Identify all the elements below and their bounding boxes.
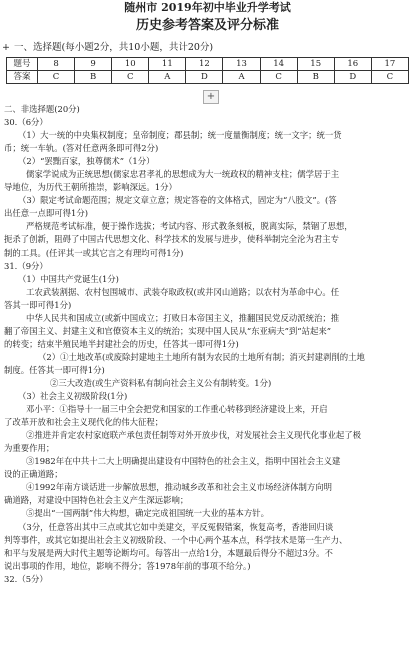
text-line: 和平与发展是两大时代主题等论断均可。每答出一点给1分，本题最后得分不超过3分。不 [4,547,333,558]
text-line: ④1992年南方谈话进一步解放思想，推动城乡改革和社会主义市场经济体制方向明 [26,482,333,493]
text-line: 32.（5分） [4,573,48,584]
text-line: ③1982年在中共十二大上明确提出建设有中国特色的社会主义，指明中国社会主义建 [26,456,341,467]
text-line: 设的正确道路； [4,469,63,480]
exam-title: 随州市 2019年初中毕业升学考试 [124,1,291,14]
question-number: 10 [112,58,149,71]
text-line: （1）大一统的中央集权制度；皇帝制度；郡县制；统一度量衡制度；统一文字；统一货 [18,130,342,141]
text-line: 出任意一点即可得1分) [4,208,88,219]
answer-cell: C [371,71,408,84]
question-number: 13 [223,58,260,71]
answer-cell: B [75,71,112,84]
text-line: 邓小平：①指导十一届三中全会把党和国家的工作重心转移到经济建设上来，开启 [26,404,328,415]
answer-cell: C [112,71,149,84]
text-line: 说出事项的作用，地位，影响不得分；答1978年前的事项不给分。) [4,560,251,571]
text-line: ⑤提出“一国两制”伟大构想，确定完成祖国统一大业的基本方针。 [26,508,270,519]
question-number: 11 [149,58,186,71]
text-line: 30.（6分） [4,117,48,128]
question-number: 14 [260,58,297,71]
answer-cell: B [297,71,334,84]
question-number: 8 [38,58,75,71]
text-line: 扼杀了创新，阻碍了中国古代思想文化、科学技术的发展与进步，使科举制完全沦为君主专 [4,234,339,245]
table-row-numbers [7,58,409,71]
answer-cell: C [260,71,297,84]
text-line: 导地位，为历代王朝所推崇，影响深远。1分） [4,182,177,193]
add-row-button[interactable]: + [203,90,219,104]
answer-cell: D [334,71,371,84]
table-row-answers [7,71,409,84]
text-line: 币；统一车轨。(答对任意两条即可得2分) [4,143,159,154]
section-one-title: 一、选择题(每小题2分，共10小题，共计20分) [14,42,214,53]
text-line: （3）限定考试命题范围；规定文章立意；规定答卷的文体格式，固定为“八股文”。(答 [18,195,337,206]
answer-cell: C [38,71,75,84]
answer-body [4,103,410,586]
expand-plus-icon[interactable]: + [2,42,10,53]
text-line: 二、非选择题(20分) [4,104,80,114]
answer-table [6,57,409,84]
text-line: 确道路，对建设中国特色社会主义产生深远影响； [4,495,189,506]
question-number: 16 [334,58,371,71]
question-number: 17 [371,58,408,71]
text-line: 制度。任答其一即可得1分) [4,364,105,375]
text-line: 工农武装割据、农村包围城市、武装夺取政权(或井冈山道路；以农村为革命中心。任 [26,286,340,297]
text-line: ②推进并肯定农村家庭联产承包责任制等对外开放步伐，对发展社会主义现代化事业起了极 [26,430,361,441]
text-line: （3分，任意答出其中三点或其它如中美建交，平反冤假错案，恢复高考，香港回归谈 [18,521,334,532]
text-line: （2）①土地改革(或废除封建地主土地所有制为农民的土地所有制；消灭封建剥削的土地 [38,351,365,362]
answer-cell: A [149,71,186,84]
text-line: 严格规范考试标准，便于操作选拔；考试内容、形式教条刻板，脱离实际，禁锢了思想， [26,221,353,232]
text-line: 答其一即可得1分) [4,299,72,310]
answer-cell: A [223,71,260,84]
text-line: 翻了帝国主义、封建主义和官僚资本主义的统治；实现中国人民从“东亚病夫”到“站起来” [4,325,331,336]
text-line: 的转变；结束半殖民地半封建社会的历史，任答其一即可得1分) [4,338,239,349]
answer-cell: D [186,71,223,84]
text-line: 了改革开放和社会主义现代化的伟大征程； [4,417,164,428]
text-line: 判等事件，或其它如提出社会主义初级阶段、一个中心两个基本点，科学技术是第一生产力、 [4,534,348,545]
question-number: 9 [75,58,112,71]
section-one-heading [2,42,412,54]
document-subtitle: 历史参考答案及评分标准 [135,18,279,33]
question-number: 12 [186,58,223,71]
text-line: 为重要作用； [4,443,55,454]
text-line: （3）社会主义初级阶段(1分) [18,391,128,402]
question-number: 15 [297,58,334,71]
text-line: ②三大改造(或生产资料私有制向社会主义公有制转变。1分) [50,377,272,388]
text-line: 31.（9分） [4,260,48,271]
text-line: 制的工具。(任评其一或其它言之有理均可得1分) [4,247,184,258]
text-line: （2）“罢黜百家，独尊儒术”（1分） [18,156,155,167]
row-label-answer: 答案 [7,71,38,84]
text-line: 儒家学说成为正统思想(儒家忠君孝礼的思想成为大一统政权的精神支柱；儒学居于主 [26,169,340,180]
row-label-question: 题号 [7,58,38,71]
text-line: （1）中国共产党诞生(1分) [18,273,119,284]
text-line: 中华人民共和国成立(或新中国成立；打败日本帝国主义，推翻国民党反动派统治；推 [26,312,340,323]
